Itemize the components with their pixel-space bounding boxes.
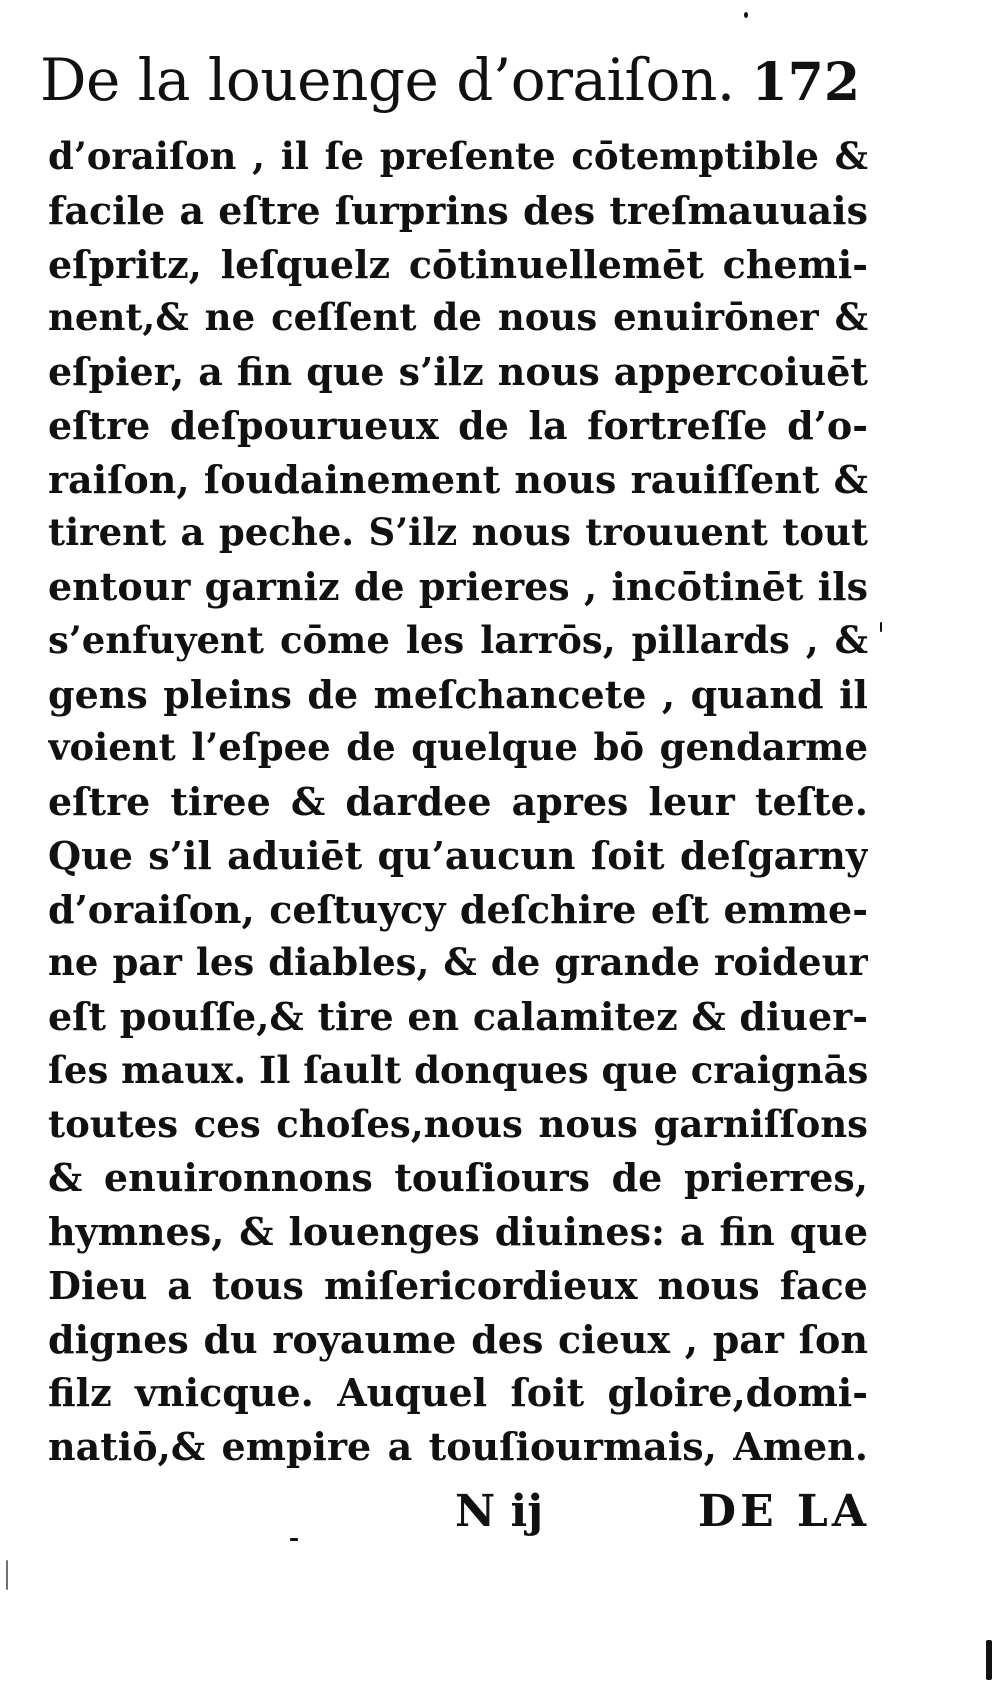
signature-mark: N ij <box>455 1486 544 1537</box>
running-head <box>40 40 860 120</box>
body-text <box>48 130 868 1474</box>
text-line: voient l’eſpee de quelque bō gendarme <box>48 725 868 770</box>
text-line: ne par les diables, & de grande roideur <box>48 940 868 985</box>
ink-speck <box>290 1538 298 1541</box>
text-line: Dieu a tous miſericordieux nous face <box>48 1262 868 1308</box>
text-line: d’oraiſon , il ſe preſente cōtemptible & <box>48 134 868 178</box>
text-line: dignes du royaume des cieux , par ſon <box>48 1316 868 1362</box>
text-line: eſt pouſſe,& tire en calamitez & diuer- <box>48 994 868 1039</box>
ink-speck <box>880 622 882 632</box>
text-line: Que s’il aduiēt qu’aucun ſoit deſgarny <box>48 832 868 878</box>
text-line: eſpier, a fin que s’ilz nous appercoiuēt <box>48 349 868 394</box>
text-line: entour garniz de prieres , incōtinēt ils <box>48 564 868 609</box>
running-title: De la louenge d’oraiſon. <box>40 46 735 114</box>
text-line: ſes maux. Il ſault donques que craignās <box>48 1047 868 1092</box>
ink-speck <box>6 1560 8 1590</box>
text-line: gens pleins de meſchancete , quand il <box>48 671 868 717</box>
text-line: natiō,& empire a touſiourmais, Amen. <box>48 1424 868 1469</box>
ink-speck <box>986 1640 992 1680</box>
text-line: nent,& ne ceſſent de nous enuirōner & <box>48 295 868 340</box>
text-line: eſpritz, leſquelz cōtinuellemēt chemi- <box>48 241 868 287</box>
ink-speck <box>744 12 748 18</box>
text-line: eſtre tiree & dardee apres leur teſte. <box>48 779 868 824</box>
text-line: filz vnicque. Auquel ſoit gloire,domi- <box>48 1370 868 1416</box>
text-line: eſtre deſpourueux de la fortreſſe d’o- <box>48 402 868 448</box>
text-line: hymnes, & louenges diuines: a fin que <box>48 1209 868 1254</box>
text-line: d’oraiſon, ceſtuycy deſchire eſt emme- <box>48 886 868 932</box>
text-line: tirent a peche. S’ilz nous trouuent tout <box>48 510 868 555</box>
text-line: & enuironnons touſiours de prierres, <box>48 1155 868 1201</box>
text-line: toutes ces choſes,nous nous garniſſons <box>48 1101 868 1146</box>
page-footer <box>0 1482 870 1542</box>
catchword: DE LA <box>697 1486 870 1537</box>
page-number: 172 <box>751 52 860 113</box>
text-line: s’enfuyent cōme les larrōs, pillards , & <box>48 617 868 662</box>
text-line: facile a eſtre ſurprins des treſmauuais <box>48 187 868 233</box>
text-line: raiſon, ſoudainement nous rauiſſent & <box>48 456 868 502</box>
